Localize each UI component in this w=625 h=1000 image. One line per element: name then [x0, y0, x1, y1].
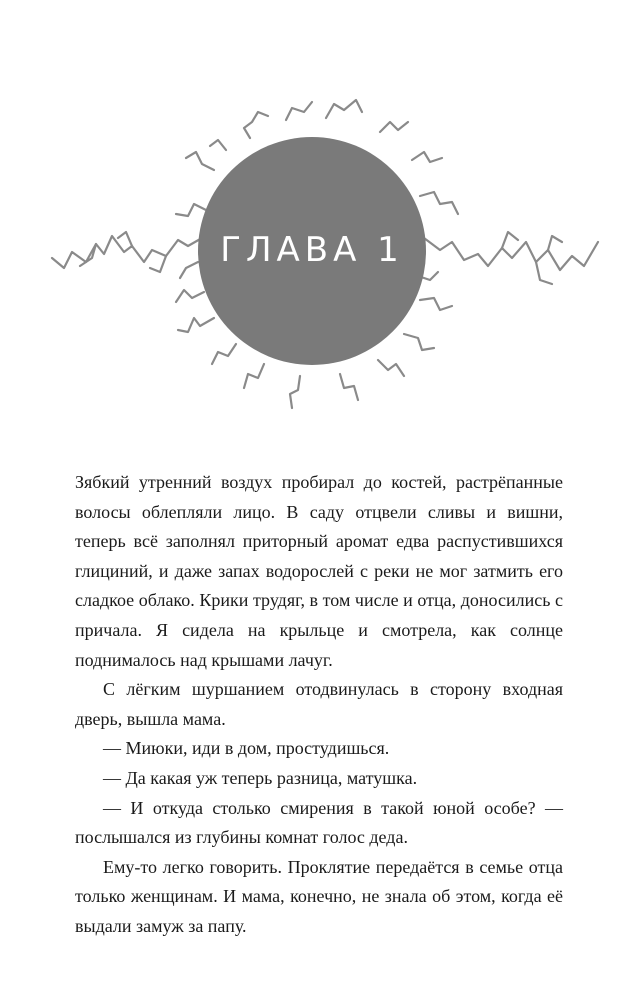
paragraph-opening: Зябкий утренний воздух пробирал до костей, растрёпанные волосы облепляли лицо. В саду отцвели сливы и вишни, теперь всё заполнял приторный аромат едва распустившихся глициний, и даже запах водорослей с реки не мог затмить его сладкое облако. Крики трудяг, в том числе и отца, доносились с причала. Я сидела на крыльце и смотрела, как солнце поднималось над крышами лачуг. [75, 472, 563, 670]
dialogue-line: — Да какая уж теперь разница, матушка. [103, 767, 418, 788]
paragraph: С лёгким шуршанием отодвинулась в сторону входная дверь, вышла мама. [75, 679, 563, 729]
dialogue-line: — И откуда столько смирения в такой юной особе? — послышался из глубины комнат голос деда. [75, 797, 563, 848]
dialogue-line: — Миюки, иди в дом, простудишься. [103, 738, 390, 759]
chapter-text [75, 468, 563, 942]
chapter-title: ГЛАВА 1 [220, 230, 404, 270]
paragraph: Ему-то легко говорить. Проклятие передаётся в семье отца только женщинам. И мама, конечно, не знала об этом, когда её выдали замуж за папу. [75, 856, 563, 936]
chapter-emblem [0, 0, 625, 430]
